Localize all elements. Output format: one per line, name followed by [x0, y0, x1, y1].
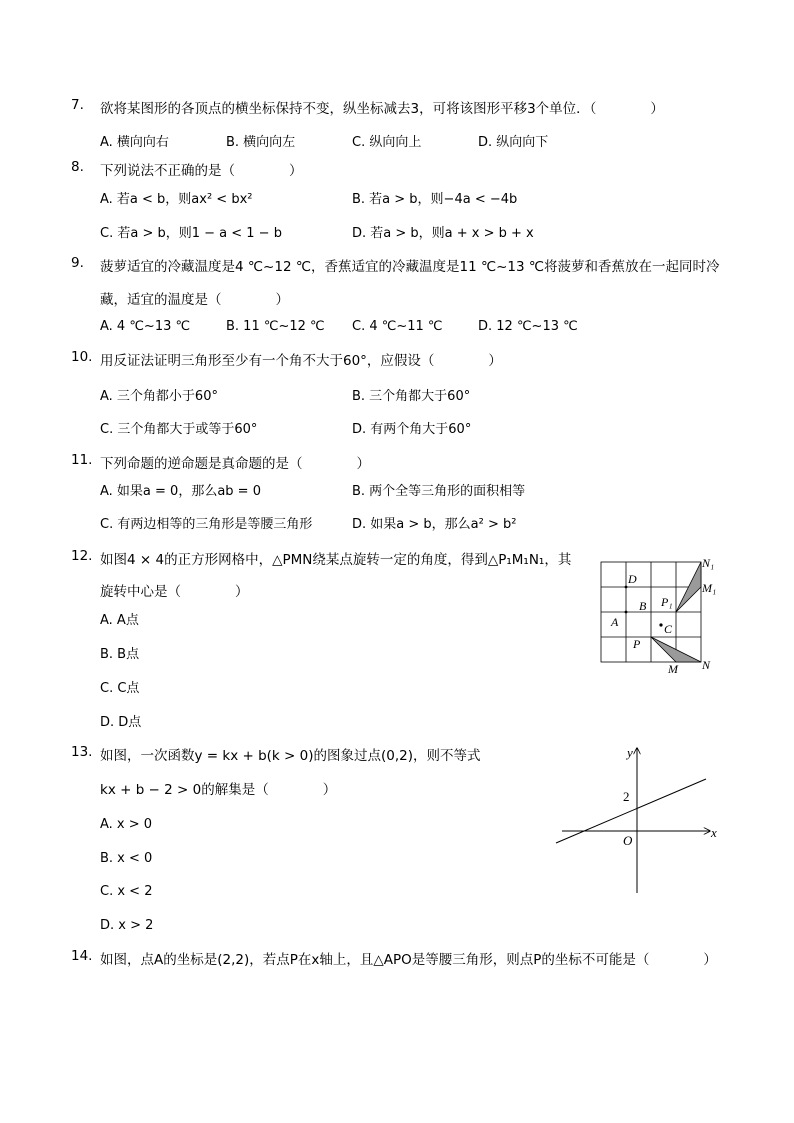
q7-option-c: C. 纵向向上	[352, 135, 422, 150]
q13-stem-line2: kx + b − 2 > 0的解集是（ ）	[100, 782, 337, 798]
q13-number: 13.	[71, 744, 93, 760]
label-b: B	[639, 599, 647, 613]
q9-stem-line2: 藏，适宜的温度是（ ）	[100, 292, 289, 308]
q13-option-c: C. x < 2	[100, 884, 153, 899]
axis-label-y: y	[627, 745, 633, 760]
q12-rotation-grid-figure	[595, 555, 730, 680]
q13-linear-function-graph	[550, 740, 730, 900]
q13-option-b: B. x < 0	[100, 851, 153, 866]
q8-option-a: A. 若a < b，则ax² < bx²	[100, 192, 253, 207]
q12-option-d: D. D点	[100, 715, 142, 730]
q8-stem: 下列说法不正确的是（ ）	[100, 163, 303, 179]
q12-stem-line2: 旋转中心是（ ）	[100, 584, 249, 600]
label-n1: N₁	[702, 556, 715, 570]
q9-option-b: B. 11 ℃~12 ℃	[226, 319, 325, 334]
label-m: M	[668, 662, 678, 676]
q11-option-d: D. 如果a > b，那么a² > b²	[352, 517, 517, 532]
q7-stem: 欲将某图形的各顶点的横坐标保持不变，纵坐标减去3，可将该图形平移3个单位．（ ）	[100, 101, 664, 117]
q10-stem: 用反证法证明三角形至少有一个角不大于60°，应假设（ ）	[100, 353, 502, 369]
q13-option-d: D. x > 2	[100, 918, 154, 933]
label-2: 2	[623, 789, 630, 804]
label-n: N	[702, 658, 711, 672]
q10-option-b: B. 三个角都大于60°	[352, 389, 471, 404]
q12-option-b: B. B点	[100, 647, 140, 662]
q9-option-a: A. 4 ℃~13 ℃	[100, 319, 191, 334]
q11-stem: 下列命题的逆命题是真命题的是（ ）	[100, 456, 370, 472]
q8-number: 8.	[71, 159, 84, 175]
q11-option-a: A. 如果a = 0，那么ab = 0	[100, 484, 261, 499]
q13-option-a: A. x > 0	[100, 817, 153, 832]
q12-option-a: A. A点	[100, 613, 139, 628]
q7-option-b: B. 横向向左	[226, 135, 296, 150]
q12-stem-line1: 如图4 × 4的正方形网格中，△PMN绕某点旋转一定的角度，得到△P₁M₁N₁，其	[100, 552, 572, 568]
q10-option-a: A. 三个角都小于60°	[100, 389, 218, 404]
label-d: D	[628, 572, 637, 586]
q12-number: 12.	[71, 548, 93, 564]
label-c: C	[664, 622, 673, 636]
q14-number: 14.	[71, 948, 93, 964]
axis-label-x: x	[711, 825, 717, 840]
q7-option-a: A. 横向向右	[100, 135, 169, 150]
label-m1: M₁	[702, 581, 717, 595]
q9-option-c: C. 4 ℃~11 ℃	[352, 319, 443, 334]
q11-option-b: B. 两个全等三角形的面积相等	[352, 484, 526, 499]
q8-option-c: C. 若a > b，则1 − a < 1 − b	[100, 226, 282, 241]
q11-number: 11.	[71, 452, 93, 468]
q9-option-d: D. 12 ℃~13 ℃	[478, 319, 578, 334]
q13-stem-line1: 如图，一次函数y = kx + b(k > 0)的图象过点(0,2)，则不等式	[100, 748, 481, 764]
q12-option-c: C. C点	[100, 681, 140, 696]
origin-label: O	[623, 833, 633, 848]
q8-option-d: D. 若a > b，则a + x > b + x	[352, 226, 534, 241]
label-a: A	[611, 615, 619, 629]
q10-option-c: C. 三个角都大于或等于60°	[100, 422, 258, 437]
label-p1: P₁	[661, 595, 673, 609]
q7-number: 7.	[71, 97, 84, 113]
q9-number: 9.	[71, 255, 84, 271]
label-p: P	[633, 637, 641, 651]
q7-option-d: D. 纵向向下	[478, 135, 549, 150]
q10-option-d: D. 有两个角大于60°	[352, 422, 472, 437]
q8-option-b: B. 若a > b，则−4a < −4b	[352, 192, 518, 207]
q10-number: 10.	[71, 349, 93, 365]
q9-stem-line1: 菠萝适宜的冷藏温度是4 ℃~12 ℃，香蕉适宜的冷藏温度是11 ℃~13 ℃将菠萝和香蕉放在一起同时冷	[100, 259, 720, 275]
q14-stem: 如图，点A的坐标是(2,2)，若点P在x轴上，且△APO是等腰三角形，则点P的坐标不可能是（ ）	[100, 952, 717, 968]
q11-option-c: C. 有两边相等的三角形是等腰三角形	[100, 517, 313, 532]
